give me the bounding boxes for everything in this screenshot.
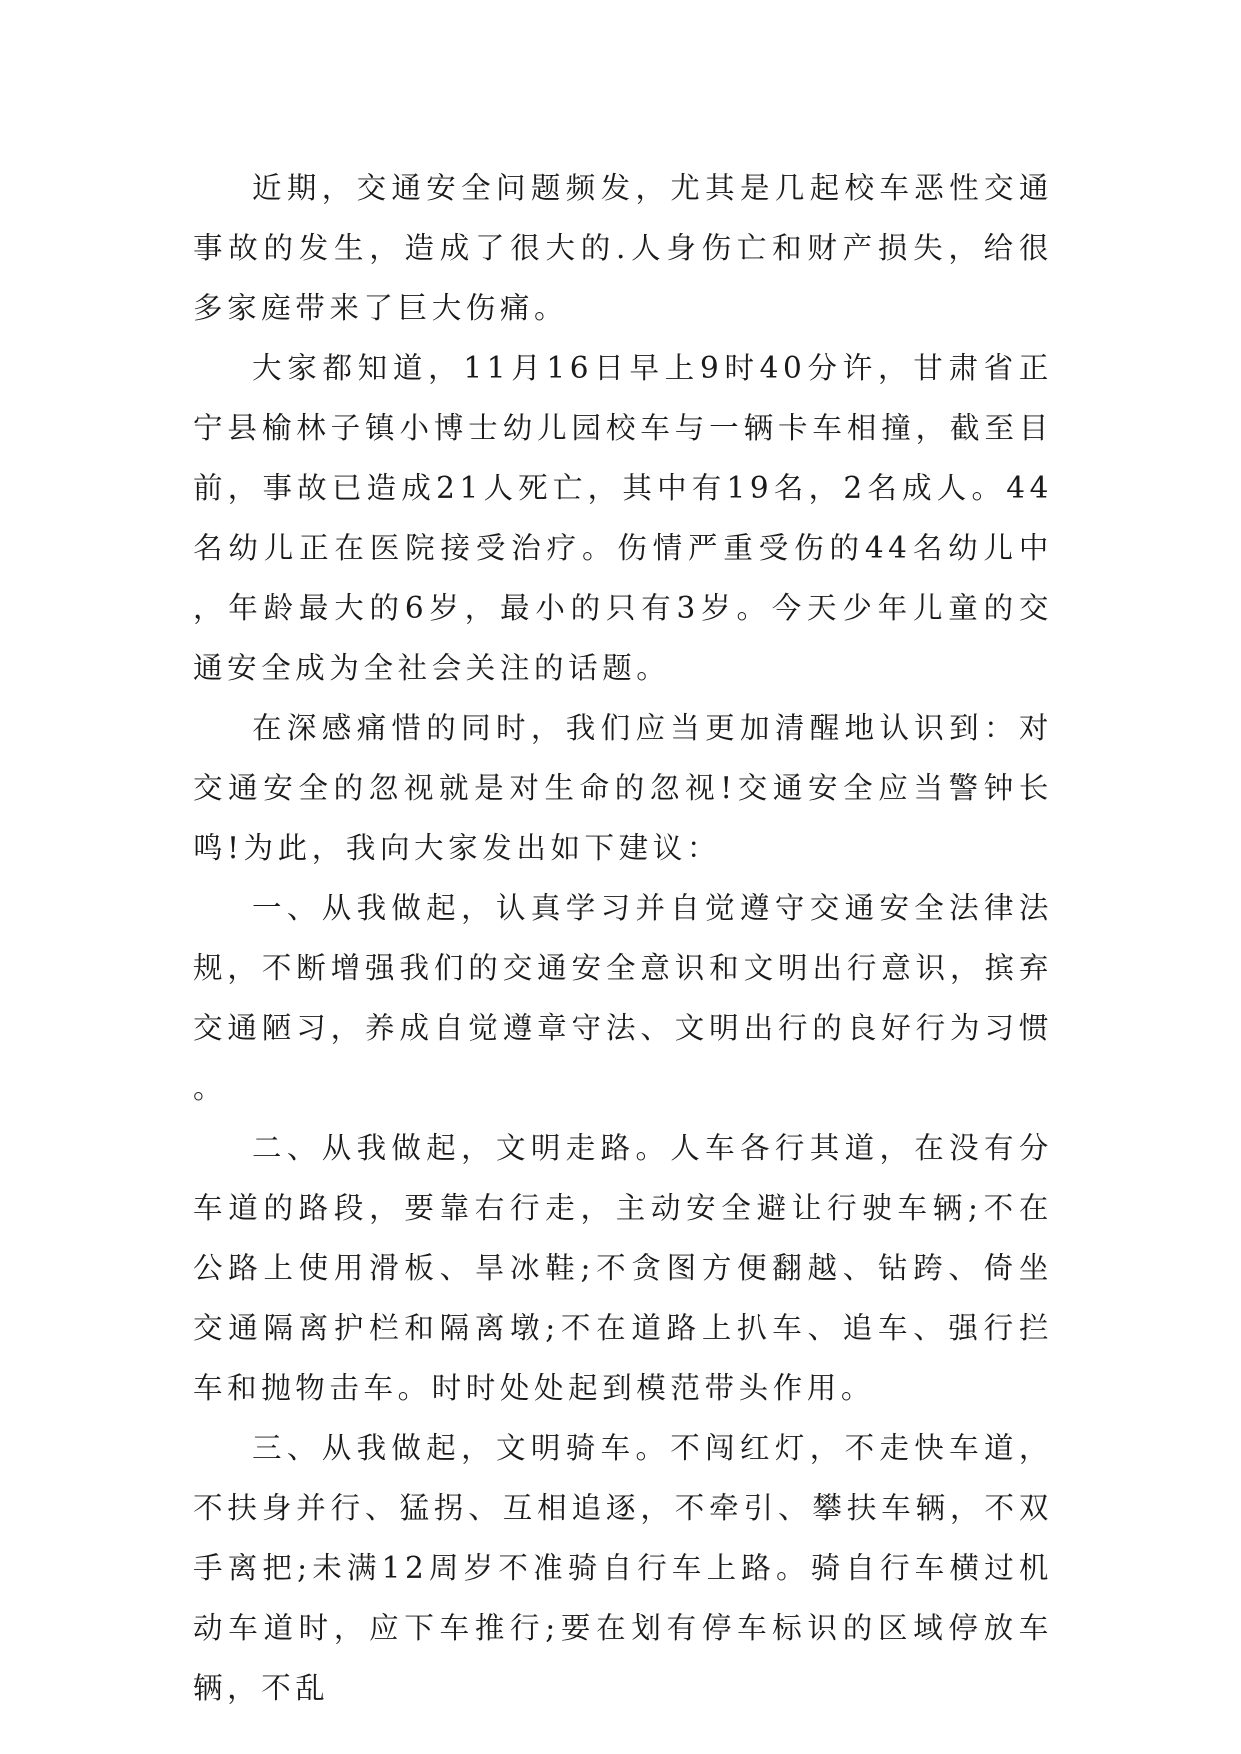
paragraph-suggestion-3: 三、从我做起，文明骑车。不闯红灯，不走快车道，不扶身并行、猛拐、互相追逐，不牵引、攀扶车辆，不双手离把;未满12周岁不准骑自行车上路。骑自行车横过机动车道时，应下车推行;要在划有停车标识的区域停放车辆，不乱: [193, 1431, 1053, 1705]
paragraph-reflection: 在深感痛惜的同时，我们应当更加清醒地认识到：对交通安全的忽视就是对生命的忽视!交通安全应当警钟长鸣!为此，我向大家发出如下建议：: [193, 711, 1053, 865]
paragraph-intro: 近期，交通安全问题频发，尤其是几起校车恶性交通事故的发生，造成了很大的.人身伤亡和财产损失，给很多家庭带来了巨大伤痛。: [193, 171, 1053, 325]
document-body: [193, 158, 1053, 1718]
paragraph-suggestion-1: 一、从我做起，认真学习并自觉遵守交通安全法律法规，不断增强我们的交通安全意识和文明出行意识，摈弃交通陋习，养成自觉遵章守法、文明出行的良好行为习惯。: [193, 891, 1053, 1105]
paragraph-accident: 大家都知道，11月16日早上9时40分许，甘肃省正宁县榆林子镇小博士幼儿园校车与一辆卡车相撞，截至目前，事故已造成21人死亡，其中有19名，2名成人。44名幼儿正在医院接受治疗。伤情严重受伤的44名幼儿中，年龄最大的6岁，最小的只有3岁。今天少年儿童的交通安全成为全社会关注的话题。: [193, 351, 1053, 685]
paragraph-suggestion-2: 二、从我做起，文明走路。人车各行其道，在没有分车道的路段，要靠右行走，主动安全避让行驶车辆;不在公路上使用滑板、旱冰鞋;不贪图方便翻越、钻跨、倚坐交通隔离护栏和隔离墩;不在道路上扒车、追车、强行拦车和抛物击车。时时处处起到模范带头作用。: [193, 1131, 1053, 1405]
